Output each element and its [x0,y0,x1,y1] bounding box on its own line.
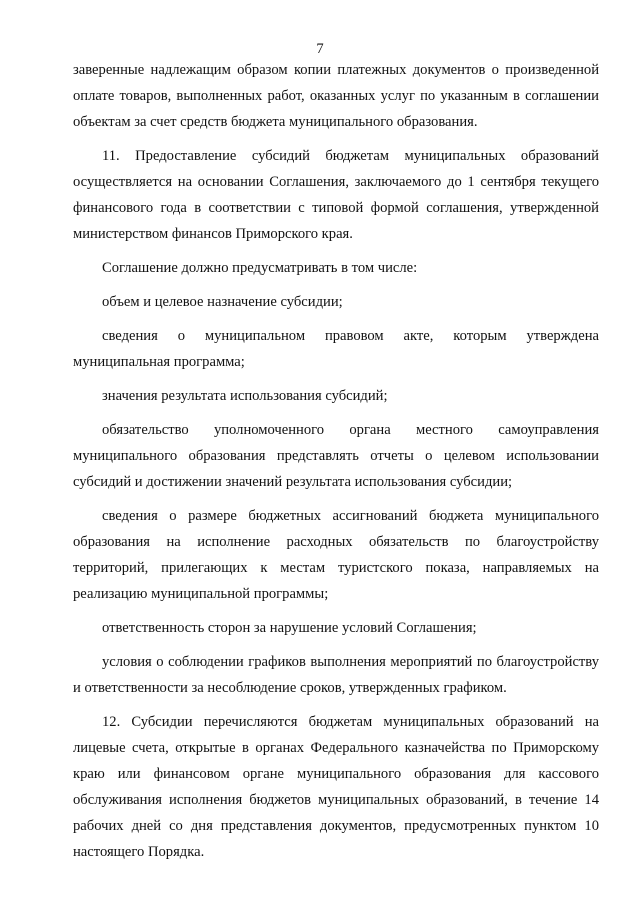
paragraph-agreement-item: сведения о размере бюджетных ассигнований бюджета муниципального образования на исполнение расходных обязательств по благоустройству территорий, прилегающих к местам туристского показа, направляемых на реализацию муниципальной программы; [73,508,599,602]
paragraph-agreement-item: ответственность сторон за нарушение условий Соглашения; [102,620,477,636]
paragraph-agreement-intro: Соглашение должно предусматривать в том числе: [102,260,418,276]
paragraph-12: 12. Субсидии перечисляются бюджетам муниципальных образований на лицевые счета, открытые в органах Федерального казначейства по Приморскому краю или финансовом органе муниципального образования для кассового обслуживания исполнения бюджетов муниципальных образований, в течение 14 рабочих дней со дня представления документов, предусмотренных пунктом 10 настоящего Порядка. [73,714,599,860]
paragraph-continuation: заверенные надлежащим образом копии платежных документов о произведенной оплате товаров, выполненных работ, оказанных услуг по указанным в соглашении объектам за счет средств бюджета муниципального образования. [73,62,599,130]
page-number: 7 [316,41,324,57]
document-body [73,57,599,873]
paragraph-agreement-item: объем и целевое назначение субсидии; [102,294,343,310]
paragraph-agreement-item: обязательство уполномоченного органа местного самоуправления муниципального образования представлять отчеты о целевом использовании субсидий и достижении значений результата использования субсидии; [73,422,599,490]
paragraph-agreement-item: сведения о муниципальном правовом акте, которым утверждена муниципальная программа; [73,328,599,370]
paragraph-agreement-item: условия о соблюдении графиков выполнения мероприятий по благоустройству и ответственности за несоблюдение сроков, утвержденных графиком. [73,654,599,696]
paragraph-11: 11. Предоставление субсидий бюджетам муниципальных образований осуществляется на основании Соглашения, заключаемого до 1 сентября текущего финансового года в соответствии с типовой формой соглашения, утвержденной министерством финансов Приморского края. [73,148,599,242]
paragraph-agreement-item: значения результата использования субсидий; [102,388,388,404]
